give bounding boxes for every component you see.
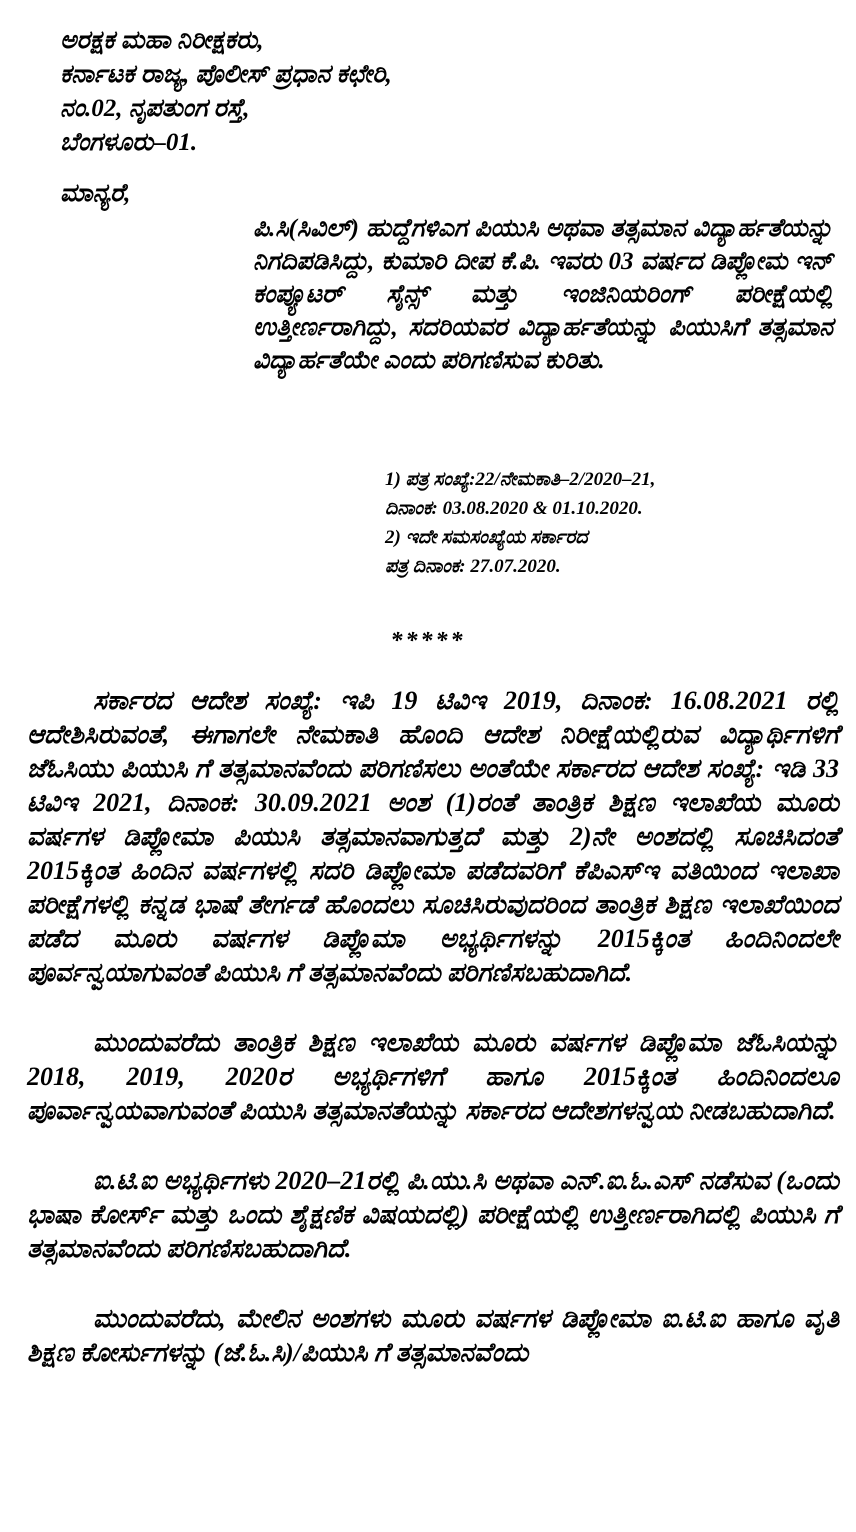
sender-designation: ಅರಕ್ಷಕ ಮಹಾ ನಿರೀಕ್ಷಕರು, <box>60 27 264 54</box>
sender-city: ಬೆಂಗಳೂರು–01. <box>60 129 198 156</box>
salutation: ಮಾನ್ಯರೆ, <box>60 180 131 207</box>
sender-office: ಕರ್ನಾಟಕ ರಾಜ್ಯ, ಪೊಲೀಸ್ ಪ್ರಧಾನ ಕಛೇರಿ, <box>60 61 392 88</box>
body-paragraph-3: ಐ.ಟಿ.ಐ ಅಭ್ಯರ್ಥಿಗಳು 2020–21ರಲ್ಲಿ ಪಿ.ಯು.ಸಿ ಅಥವಾ ಎನ್.ಐ.ಓ.ಎಸ್ ನಡೆಸುವ (ಒಂದು ಭಾಷಾ ಕೋರ್ಸ್ ಮತ್ತು ಒಂದು ಶೈಕ್ಷಣಿಕ ವಿಷಯದಲ್ಲಿ) ಪರೀಕ್ಷೆಯಲ್ಲಿ ಉತ್ತೀರ್ಣರಾಗಿದಲ್ಲಿ ಪಿಯುಸಿ ಗೆ ತತ್ಸಮಾನವೆಂದು ಪರಿಗಣಿಸಬಹುದಾಗಿದೆ. <box>27 1166 839 1263</box>
reference-list <box>385 465 845 581</box>
subject-paragraph: ಪಿ.ಸಿ(ಸಿವಿಲ್) ಹುದ್ದೆಗಳಿಎಗ ಪಿಯುಸಿ ಅಥವಾ ತತ್ಸಮಾನ ವಿದ್ಯಾರ್ಹತೆಯನ್ನು ನಿಗದಿಪಡಿಸಿದ್ದು, ಕುಮಾರಿ ದೀಪ ಕೆ.ಪಿ. ಇವರು 03 ವರ್ಷದ ಡಿಪ್ಲೋಮ ಇನ್ ಕಂಪ್ಯೂಟರ್ ಸೈನ್ಸ್ ಮತ್ತು ಇಂಜಿನಿಯರಿಂಗ್ ಪರೀಕ್ಷೆಯಲ್ಲಿ ಉತ್ತೀರ್ಣರಾಗಿದ್ದು, ಸದರಿಯವರ ವಿದ್ಯಾರ್ಹತೆಯನ್ನು ಪಿಯುಸಿಗೆ ತತ್ಸಮಾನ ವಿದ್ಯಾರ್ಹತೆಯೇ ಎಂದು ಪರಿಗಣಿಸುವ ಕುರಿತು. <box>253 215 833 374</box>
sender-street: ನಂ.02, ನೃಪತುಂಗ ರಸ್ತೆ, <box>60 95 250 122</box>
sender-address-block <box>60 24 580 160</box>
body-paragraph-1: ಸರ್ಕಾರದ ಆದೇಶ ಸಂಖ್ಯೆ: ಇಪಿ 19 ಟಿವಿಇ 2019, ದಿನಾಂಕ: 16.08.2021 ರಲ್ಲಿ ಆದೇಶಿಸಿರುವಂತೆ, ಈಗಾಗಲೇ ನೇಮಕಾತಿ ಹೊಂದಿ ಆದೇಶ ನಿರೀಕ್ಷೆಯಲ್ಲಿರುವ ವಿದ್ಯಾರ್ಥಿಗಳಿಗೆ ಜೆಓಸಿಯು ಪಿಯುಸಿ ಗೆ ತತ್ಸಮಾನವೆಂದು ಪರಿಗಣಿಸಲು ಅಂತೆಯೇ ಸರ್ಕಾರದ ಆದೇಶ ಸಂಖ್ಯೆ: ಇಡಿ 33 ಟಿವಿಇ 2021, ದಿನಾಂಕ: 30.09.2021 ಅಂಶ (1)ರಂತೆ ತಾಂತ್ರಿಕ ಶಿಕ್ಷಣ ಇಲಾಖೆಯ ಮೂರು ವರ್ಷಗಳ ಡಿಪ್ಲೋಮಾ ಪಿಯುಸಿ ತತ್ಸಮಾನವಾಗುತ್ತದೆ ಮತ್ತು 2)ನೇ ಅಂಶದಲ್ಲಿ ಸೂಚಿಸಿದಂತೆ 2015ಕ್ಕಿಂತ ಹಿಂದಿನ ವರ್ಷಗಳಲ್ಲಿ ಸದರಿ ಡಿಪ್ಲೋಮಾ ಪಡೆದವರಿಗೆ ಕೆಪಿಎಸ್‌ಇ ವತಿಯಿಂದ ಇಲಾಖಾ ಪರೀಕ್ಷೆಗಳಲ್ಲಿ ಕನ್ನಡ ಭಾಷೆ ತೇರ್ಗಡೆ ಹೊಂದಲು ಸೂಚಿಸಿರುವುದರಿಂದ ತಾಂತ್ರಿಕ ಶಿಕ್ಷಣ ಇಲಾಖೆಯಿಂದ ಪಡೆದ ಮೂರು ವರ್ಷಗಳ ಡಿಪ್ಲೊಮಾ ಅಭ್ಯರ್ಥಿಗಳನ್ನು 2015ಕ್ಕಿಂತ ಹಿಂದಿನಿಂದಲೇ ಪೂರ್ವನ್ವಯಾಗುವಂತೆ ಪಿಯುಸಿ ಗೆ ತತ್ಸಮಾನವೆಂದು ಪರಿಗಣಿಸಬಹುದಾಗಿದೆ. <box>27 686 839 987</box>
reference-line-2: 2) ಇದೇ ಸಮಸಂಖ್ಯೆಯ ಸರ್ಕಾರದ <box>385 527 588 548</box>
letter-body <box>27 684 839 1406</box>
body-paragraph-4: ಮುಂದುವರೆದು, ಮೇಲಿನ ಅಂಶಗಳು ಮೂರು ವರ್ಷಗಳ ಡಿಪ್ಲೋಮಾ ಐ.ಟಿ.ಐ ಹಾಗೂ ವೃತಿ ಶಿಕ್ಷಣ ಕೋರ್ಸುಗಳನ್ನು (ಜೆ.ಓ.ಸಿ)/ಪಿಯುಸಿ ಗೆ ತತ್ಸಮಾನವೆಂದು <box>27 1304 839 1367</box>
asterisk-separator: ***** <box>390 628 466 654</box>
reference-line-1-date: ದಿನಾಂಕ: 03.08.2020 & 01.10.2020. <box>385 498 643 519</box>
reference-line-1: 1) ಪತ್ರ ಸಂಖ್ಯೆ:22/ನೇಮಕಾತಿ–2/2020–21, <box>385 469 656 490</box>
reference-line-2-date: ಪತ್ರ ದಿನಾಂಕ: 27.07.2020. <box>385 556 561 577</box>
body-paragraph-2: ಮುಂದುವರೆದು ತಾಂತ್ರಿಕ ಶಿಕ್ಷಣ ಇಲಾಖೆಯ ಮೂರು ವರ್ಷಗಳ ಡಿಪ್ಲೊಮಾ ಜೆಓಸಿಯನ್ನು 2018, 2019, 2020ರ ಅಭ್ಯರ್ಥಿಗಳಿಗೆ ಹಾಗೂ 2015ಕ್ಕಿಂತ ಹಿಂದಿನಿಂದಲೂ ಪೂರ್ವಾನ್ವಯವಾಗುವಂತೆ ಪಿಯುಸಿ ತತ್ಸಮಾನತೆಯನ್ನು ಸರ್ಕಾರದ ಆದೇಶಗಳನ್ವಯ ನೀಡಬಹುದಾಗಿದೆ. <box>27 1028 839 1125</box>
